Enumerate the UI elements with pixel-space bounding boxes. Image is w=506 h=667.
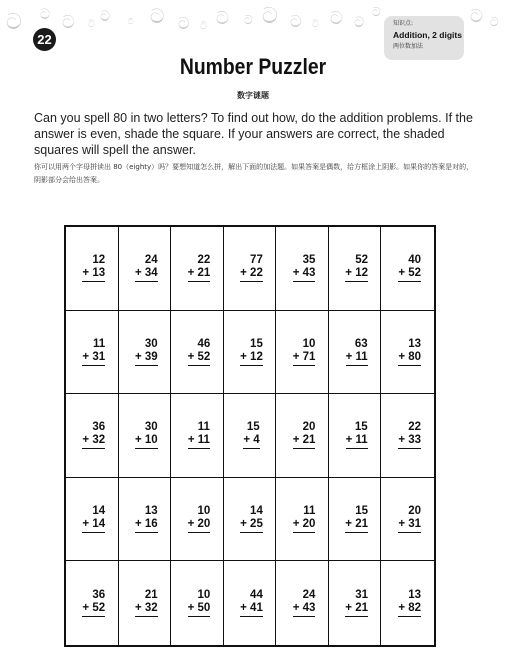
addend-bottom: + 12 [345, 267, 368, 282]
grid-square[interactable] [276, 311, 329, 395]
swirl-icon: ට [6, 10, 22, 35]
addend-top: 52 [355, 254, 368, 267]
grid-square[interactable] [381, 311, 434, 395]
addition-problem [82, 254, 105, 282]
addition-problem [135, 421, 158, 449]
addition-problem [398, 505, 421, 533]
swirl-icon: ට [200, 21, 208, 32]
grid-square[interactable] [119, 478, 172, 562]
addend-top: 36 [92, 421, 106, 434]
addend-bottom: + 82 [398, 602, 421, 617]
skill-kicker: 知识点: [393, 20, 414, 27]
addend-bottom: + 11 [346, 351, 368, 366]
grid-square[interactable] [119, 311, 172, 395]
grid-square[interactable] [381, 478, 434, 562]
addend-bottom: + 20 [188, 518, 211, 533]
addend-bottom: + 16 [135, 518, 158, 533]
grid-square[interactable] [329, 311, 382, 395]
addition-problem [188, 589, 211, 617]
addition-problem [345, 589, 368, 617]
grid-square[interactable] [119, 227, 172, 311]
addend-bottom: + 32 [82, 434, 105, 449]
addition-problem [135, 338, 158, 366]
grid-square[interactable] [66, 311, 119, 395]
addition-problem [293, 421, 316, 449]
grid-square[interactable] [381, 227, 434, 311]
swirl-icon: ට [150, 4, 165, 28]
grid-square[interactable] [171, 311, 224, 395]
addend-bottom: + 43 [293, 602, 316, 617]
addend-bottom: + 33 [398, 434, 421, 449]
grid-square[interactable] [66, 394, 119, 478]
swirl-icon: ට [372, 5, 381, 19]
grid-square[interactable] [329, 561, 382, 645]
addition-problem [135, 589, 158, 617]
addend-bottom: + 50 [188, 602, 211, 617]
addend-top: 40 [408, 254, 422, 267]
addend-top: 24 [302, 589, 316, 602]
addend-bottom: + 71 [293, 351, 316, 366]
addend-top: 14 [92, 505, 106, 518]
addend-bottom: + 12 [240, 351, 263, 366]
grid-square[interactable] [329, 394, 382, 478]
addition-problem [188, 421, 210, 449]
addend-bottom: + 21 [345, 518, 368, 533]
addend-top: 10 [302, 337, 316, 350]
addend-top: 15 [354, 421, 368, 434]
addend-top: 15 [246, 421, 260, 434]
addition-problem [82, 505, 105, 533]
grid-square[interactable] [276, 478, 329, 562]
addend-bottom: + 80 [398, 351, 421, 366]
grid-square[interactable] [66, 227, 119, 311]
page-title-chinese: 数字谜题 [237, 91, 269, 100]
swirl-icon: ට [100, 9, 111, 25]
addend-bottom: + 11 [188, 434, 210, 449]
addend-bottom: + 41 [240, 602, 263, 617]
addend-top: 14 [250, 505, 263, 518]
grid-square[interactable] [381, 561, 434, 645]
addition-problem [398, 421, 421, 449]
addition-problem [135, 254, 158, 282]
addend-top: 30 [144, 337, 158, 350]
addend-bottom: + 31 [82, 351, 105, 366]
addend-bottom: + 21 [293, 434, 316, 449]
grid-square[interactable] [66, 478, 119, 562]
addend-top: 11 [92, 337, 106, 350]
addend-top: 63 [354, 337, 368, 350]
swirl-icon: ට [178, 14, 190, 33]
addition-problem [345, 505, 368, 533]
instructions: Can you spell 80 in two letters? To find out how, do the addition problems. If the answer is even, shade the square. If your answers are correct, the shaded squares will spell the answer. [34, 111, 473, 157]
swirl-icon: ට [62, 12, 75, 33]
page-number-badge: 22 [33, 28, 56, 51]
addition-problem [188, 254, 211, 282]
addend-top: 11 [303, 505, 316, 518]
instructions-chinese: 你可以用两个字母拼读出 80（eighty）吗？要想知道怎么拼，解出下面的加法题。如果答案是偶数，给方框涂上阴影。如果你的答案是对的，阴影部分会给出答案。 [34, 163, 474, 184]
addition-problem [240, 254, 263, 282]
addend-bottom: + 34 [135, 267, 158, 282]
addend-bottom: + 25 [240, 518, 263, 533]
addend-bottom: + 11 [346, 434, 368, 449]
addition-problem [243, 421, 259, 449]
page-title: Number Puzzler [179, 54, 327, 79]
addend-bottom: + 52 [82, 602, 105, 617]
grid-square[interactable] [119, 394, 172, 478]
addition-problem [240, 338, 263, 366]
grid-square[interactable] [119, 561, 172, 645]
addend-top: 15 [355, 505, 368, 518]
addition-problem [345, 254, 368, 282]
grid-square[interactable] [329, 478, 382, 562]
swirl-icon: ට [216, 8, 229, 29]
addend-top: 13 [144, 505, 158, 518]
addition-problem [293, 338, 316, 366]
addition-problem [398, 254, 421, 282]
swirl-icon: ට [354, 15, 365, 31]
grid-square[interactable] [224, 478, 277, 562]
addend-top: 30 [144, 421, 158, 434]
addend-bottom: + 14 [82, 518, 105, 533]
swirl-icon: ට [244, 13, 253, 27]
addition-problem [135, 505, 158, 533]
addend-top: 13 [408, 589, 422, 602]
grid-square[interactable] [171, 227, 224, 311]
swirl-icon: ට [490, 15, 499, 29]
addend-top: 10 [197, 589, 211, 602]
addition-problem [398, 589, 421, 617]
addend-top: 11 [197, 421, 210, 434]
swirl-icon: ට [262, 4, 278, 29]
addend-top: 15 [250, 337, 263, 350]
swirl-icon: ට [290, 12, 302, 31]
grid-square[interactable] [276, 561, 329, 645]
addend-top: 24 [144, 254, 158, 267]
addend-bottom: + 4 [243, 434, 259, 449]
addend-top: 46 [197, 337, 211, 350]
grid-square[interactable] [224, 311, 277, 395]
addend-top: 12 [92, 254, 106, 267]
swirl-icon: ට [470, 6, 483, 27]
grid-square[interactable] [276, 394, 329, 478]
addend-top: 22 [408, 421, 422, 434]
grid-square[interactable] [224, 394, 277, 478]
swirl-icon: ට [128, 17, 134, 26]
addend-top: 20 [302, 421, 316, 434]
addend-top: 36 [92, 589, 106, 602]
swirl-icon: ට [330, 8, 343, 29]
grid-square[interactable] [329, 227, 382, 311]
addend-top: 35 [302, 254, 316, 267]
addend-top: 44 [250, 589, 263, 602]
addend-top: 22 [197, 254, 211, 267]
addend-top: 77 [250, 254, 263, 267]
grid-square[interactable] [224, 227, 277, 311]
addition-problem [82, 338, 105, 366]
puzzle-grid [64, 225, 436, 647]
grid-square[interactable] [381, 394, 434, 478]
grid-square[interactable] [276, 227, 329, 311]
addition-problem [82, 589, 105, 617]
addend-bottom: + 22 [240, 267, 263, 282]
grid-square[interactable] [66, 561, 119, 645]
addend-bottom: + 52 [188, 351, 211, 366]
addition-problem [346, 338, 368, 366]
grid-square[interactable] [171, 394, 224, 478]
swirl-icon: ට [88, 19, 96, 30]
addend-bottom: + 20 [293, 518, 316, 533]
addend-bottom: + 52 [398, 267, 421, 282]
addend-top: 31 [355, 589, 368, 602]
addend-bottom: + 39 [135, 351, 158, 366]
grid-square[interactable] [171, 561, 224, 645]
skill-label-chinese: 两位数加法 [393, 43, 424, 50]
addition-problem [188, 338, 211, 366]
addend-bottom: + 21 [345, 602, 368, 617]
addend-top: 20 [408, 505, 422, 518]
skill-label: Addition, 2 digits [393, 30, 462, 40]
swirl-icon: ට [40, 7, 51, 23]
swirl-icon: ට [312, 19, 320, 30]
addend-bottom: + 13 [82, 267, 105, 282]
addition-problem [293, 254, 316, 282]
addition-problem [398, 338, 421, 366]
grid-square[interactable] [224, 561, 277, 645]
addend-top: 10 [197, 505, 211, 518]
addition-problem [293, 589, 316, 617]
addend-bottom: + 10 [135, 434, 158, 449]
addend-bottom: + 31 [398, 518, 421, 533]
addition-problem [188, 505, 211, 533]
addition-problem [346, 421, 368, 449]
grid-square[interactable] [171, 478, 224, 562]
addition-problem [82, 421, 105, 449]
addend-top: 21 [144, 589, 158, 602]
addend-bottom: + 43 [293, 267, 316, 282]
addition-problem [240, 589, 263, 617]
addend-top: 13 [408, 337, 422, 350]
addend-bottom: + 32 [135, 602, 158, 617]
addend-bottom: + 21 [188, 267, 211, 282]
addition-problem [240, 505, 263, 533]
addition-problem [293, 505, 316, 533]
